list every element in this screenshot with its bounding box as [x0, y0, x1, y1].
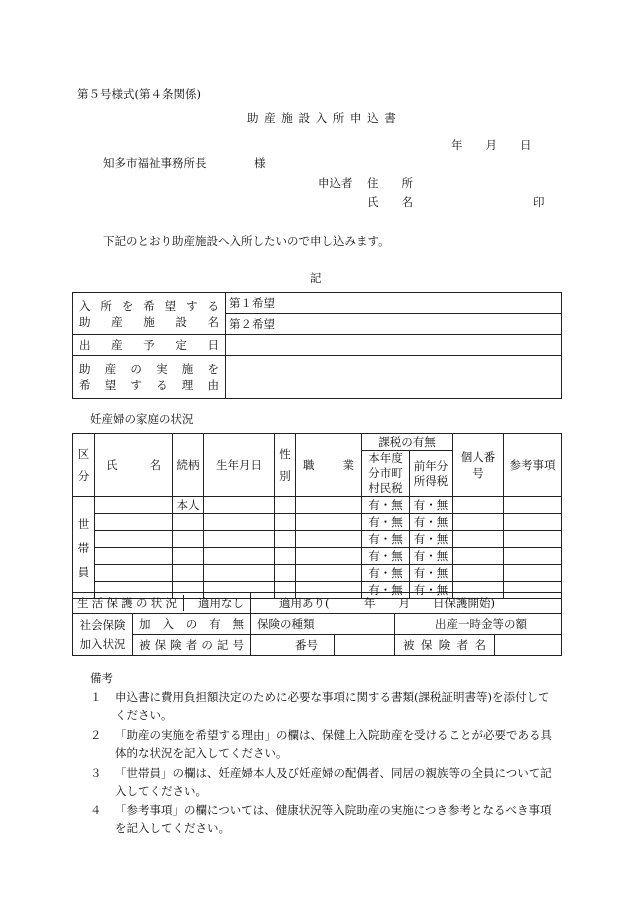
col-birth: 生年月日 — [204, 434, 275, 497]
household-label-2: 帯 — [77, 540, 90, 555]
due-date-field[interactable] — [226, 335, 562, 356]
number-label: 番号 — [251, 635, 335, 656]
member-relation-cell[interactable] — [173, 548, 204, 565]
family-section-title: 妊産婦の家庭の状況 — [90, 412, 194, 426]
table-row — [73, 548, 562, 565]
insurance-table — [72, 592, 562, 656]
insured-symbol-label: 被保険者の記号 — [139, 638, 244, 652]
tax-city-choice[interactable]: 有・無 — [362, 582, 410, 599]
facility-label-1: 入所を希望する — [79, 298, 219, 313]
col-sex-1: 性 — [279, 447, 291, 461]
tax-income-choice[interactable]: 有・無 — [410, 582, 453, 599]
member-remarks-cell[interactable] — [504, 514, 562, 531]
ki-label: 記 — [310, 271, 322, 285]
note-text-4: 「参考事項」の欄については、健康状況等入院助産の実施につき参考となるべき事項を記入してください。 — [115, 803, 552, 835]
member-sex-cell[interactable] — [275, 514, 296, 531]
member-name-cell[interactable] — [95, 514, 173, 531]
col-kubun-1: 区 — [77, 447, 90, 461]
member-mynumber-cell[interactable] — [453, 514, 504, 531]
member-job-cell[interactable] — [296, 497, 362, 514]
member-mynumber-cell[interactable] — [453, 548, 504, 565]
member-mynumber-cell[interactable] — [453, 531, 504, 548]
household-label-1: 世 — [77, 516, 90, 531]
col-remarks: 参考事項 — [504, 434, 562, 497]
applicant-label: 申込者 — [318, 176, 353, 190]
col-tax-city-1: 本年度 — [368, 451, 403, 465]
note-item-2 — [90, 726, 558, 762]
member-sex-cell[interactable] — [275, 531, 296, 548]
member-sex-cell[interactable] — [275, 548, 296, 565]
reason-field[interactable] — [226, 356, 562, 399]
col-tax-city-2: 分市町 — [368, 466, 403, 480]
note-text-2: 「助産の実施を希望する理由」の欄は、保健上入院助産を受けることが必要である具体的な状況を記入してください。 — [115, 728, 552, 760]
date-field[interactable]: 年 月 日 — [451, 138, 532, 152]
tax-city-choice[interactable]: 有・無 — [362, 565, 410, 582]
col-name-1: 氏 — [106, 458, 118, 472]
member-remarks-cell[interactable] — [504, 531, 562, 548]
choice-1-label: 第１希望 — [229, 296, 275, 310]
tax-city-choice[interactable]: 有・無 — [362, 497, 410, 514]
facility-label-2: 助産施設名 — [79, 314, 219, 329]
col-tax-income-1: 前年分 — [413, 458, 449, 473]
request-table — [72, 292, 562, 399]
table-row — [73, 565, 562, 582]
col-tax: 課税の有無 — [362, 434, 453, 451]
tax-income-choice[interactable]: 有・無 — [410, 497, 453, 514]
member-birth-cell[interactable] — [204, 565, 275, 582]
welfare-applied-option[interactable]: 適用あり( 年 月 日保護開始) — [251, 593, 562, 614]
col-relation: 続柄 — [173, 434, 204, 497]
household-label-3: 員 — [77, 564, 90, 579]
col-job-1: 職 — [303, 458, 315, 472]
member-name-cell[interactable] — [95, 531, 173, 548]
member-birth-cell[interactable] — [204, 531, 275, 548]
member-name-cell[interactable] — [95, 565, 173, 582]
number-field[interactable] — [335, 635, 395, 656]
choice-2-field[interactable] — [226, 314, 562, 335]
member-job-cell[interactable] — [296, 548, 362, 565]
member-mynumber-cell[interactable] — [453, 497, 504, 514]
insurance-type-label: 保険の種類 — [257, 617, 315, 631]
member-remarks-cell[interactable] — [504, 497, 562, 514]
note-num-2: ２ — [90, 728, 102, 742]
honorific: 様 — [254, 156, 266, 170]
notes-title: 備考 — [90, 671, 113, 685]
member-remarks-cell[interactable] — [504, 548, 562, 565]
membership-label: 加入の有無 — [139, 617, 244, 631]
tax-income-choice[interactable]: 有・無 — [410, 531, 453, 548]
member-job-cell[interactable] — [296, 531, 362, 548]
member-name-cell[interactable] — [95, 497, 173, 514]
col-tax-income-2: 所得税 — [413, 473, 449, 488]
member-birth-cell[interactable] — [204, 497, 275, 514]
member-job-cell[interactable] — [296, 514, 362, 531]
page-title: 助 産 施 設 入 所 申 込 書 — [247, 111, 397, 125]
choice-1-field[interactable] — [226, 293, 562, 314]
insurance-label-2: 加入状況 — [79, 636, 126, 651]
intro-text: 下記のとおり助産施設へ入所したいので申し込みます。 — [103, 234, 390, 248]
member-relation-cell[interactable] — [173, 514, 204, 531]
reason-label-1: 助産の実施を — [79, 362, 219, 376]
table-row — [73, 514, 562, 531]
note-item-1 — [90, 688, 558, 724]
tax-city-choice[interactable]: 有・無 — [362, 531, 410, 548]
note-num-3: ３ — [90, 766, 102, 780]
member-sex-cell[interactable] — [275, 497, 296, 514]
member-birth-cell[interactable] — [204, 514, 275, 531]
welfare-none-option[interactable]: 適用なし — [183, 595, 244, 611]
due-date-label: 出産予定日 — [79, 338, 219, 352]
lump-sum-label: 出産一時金等の額 — [435, 617, 527, 631]
member-relation-cell[interactable] — [173, 565, 204, 582]
member-sex-cell[interactable] — [275, 565, 296, 582]
col-tax-city-3: 村民税 — [368, 481, 403, 495]
member-name-cell[interactable] — [95, 548, 173, 565]
note-item-3 — [90, 764, 558, 800]
col-mynumber: 個人番号 — [453, 434, 504, 497]
note-item-4 — [90, 801, 558, 837]
tax-city-choice[interactable]: 有・無 — [362, 548, 410, 565]
member-mynumber-cell[interactable] — [453, 565, 504, 582]
insurance-label-1: 社会保険 — [79, 617, 126, 632]
insured-name-label: 被保険者名 — [403, 638, 486, 652]
seal-mark: 印 — [533, 195, 545, 209]
tax-income-choice[interactable]: 有・無 — [410, 548, 453, 565]
address-label: 住 所 — [367, 176, 413, 190]
note-num-1: １ — [90, 690, 102, 704]
addressee: 知多市福祉事務所長 — [103, 156, 207, 170]
member-relation-cell[interactable] — [173, 531, 204, 548]
name-label: 氏 名 — [367, 195, 413, 209]
form-number: 第５号様式(第４条関係) — [77, 87, 201, 101]
member-job-cell[interactable] — [296, 565, 362, 582]
reason-label-2: 希望する理由 — [79, 378, 219, 392]
note-text-1: 申込書に費用負担額決定のために必要な事項に関する書類(課税証明書等)を添付してください。 — [115, 690, 550, 722]
insured-name-field[interactable] — [495, 635, 562, 656]
choice-2-label: 第２希望 — [229, 317, 275, 331]
family-table — [72, 433, 562, 599]
tax-city-choice[interactable]: 有・無 — [362, 514, 410, 531]
col-job-2: 業 — [342, 458, 354, 472]
table-row — [73, 531, 562, 548]
note-num-4: ４ — [90, 803, 102, 817]
col-sex-2: 別 — [279, 469, 291, 483]
note-text-3: 「世帯員」の欄は、妊産婦本人及び妊産婦の配偶者、同居の親族等の全員について記入してください。 — [115, 766, 552, 798]
col-name-2: 名 — [149, 458, 161, 472]
member-birth-cell[interactable] — [204, 548, 275, 565]
tax-income-choice[interactable]: 有・無 — [410, 565, 453, 582]
self-label: 本人 — [173, 497, 204, 514]
tax-income-choice[interactable]: 有・無 — [410, 514, 453, 531]
col-kubun-2: 分 — [77, 469, 90, 483]
welfare-label: 生活保護の状況 — [77, 596, 177, 610]
member-remarks-cell[interactable] — [504, 565, 562, 582]
